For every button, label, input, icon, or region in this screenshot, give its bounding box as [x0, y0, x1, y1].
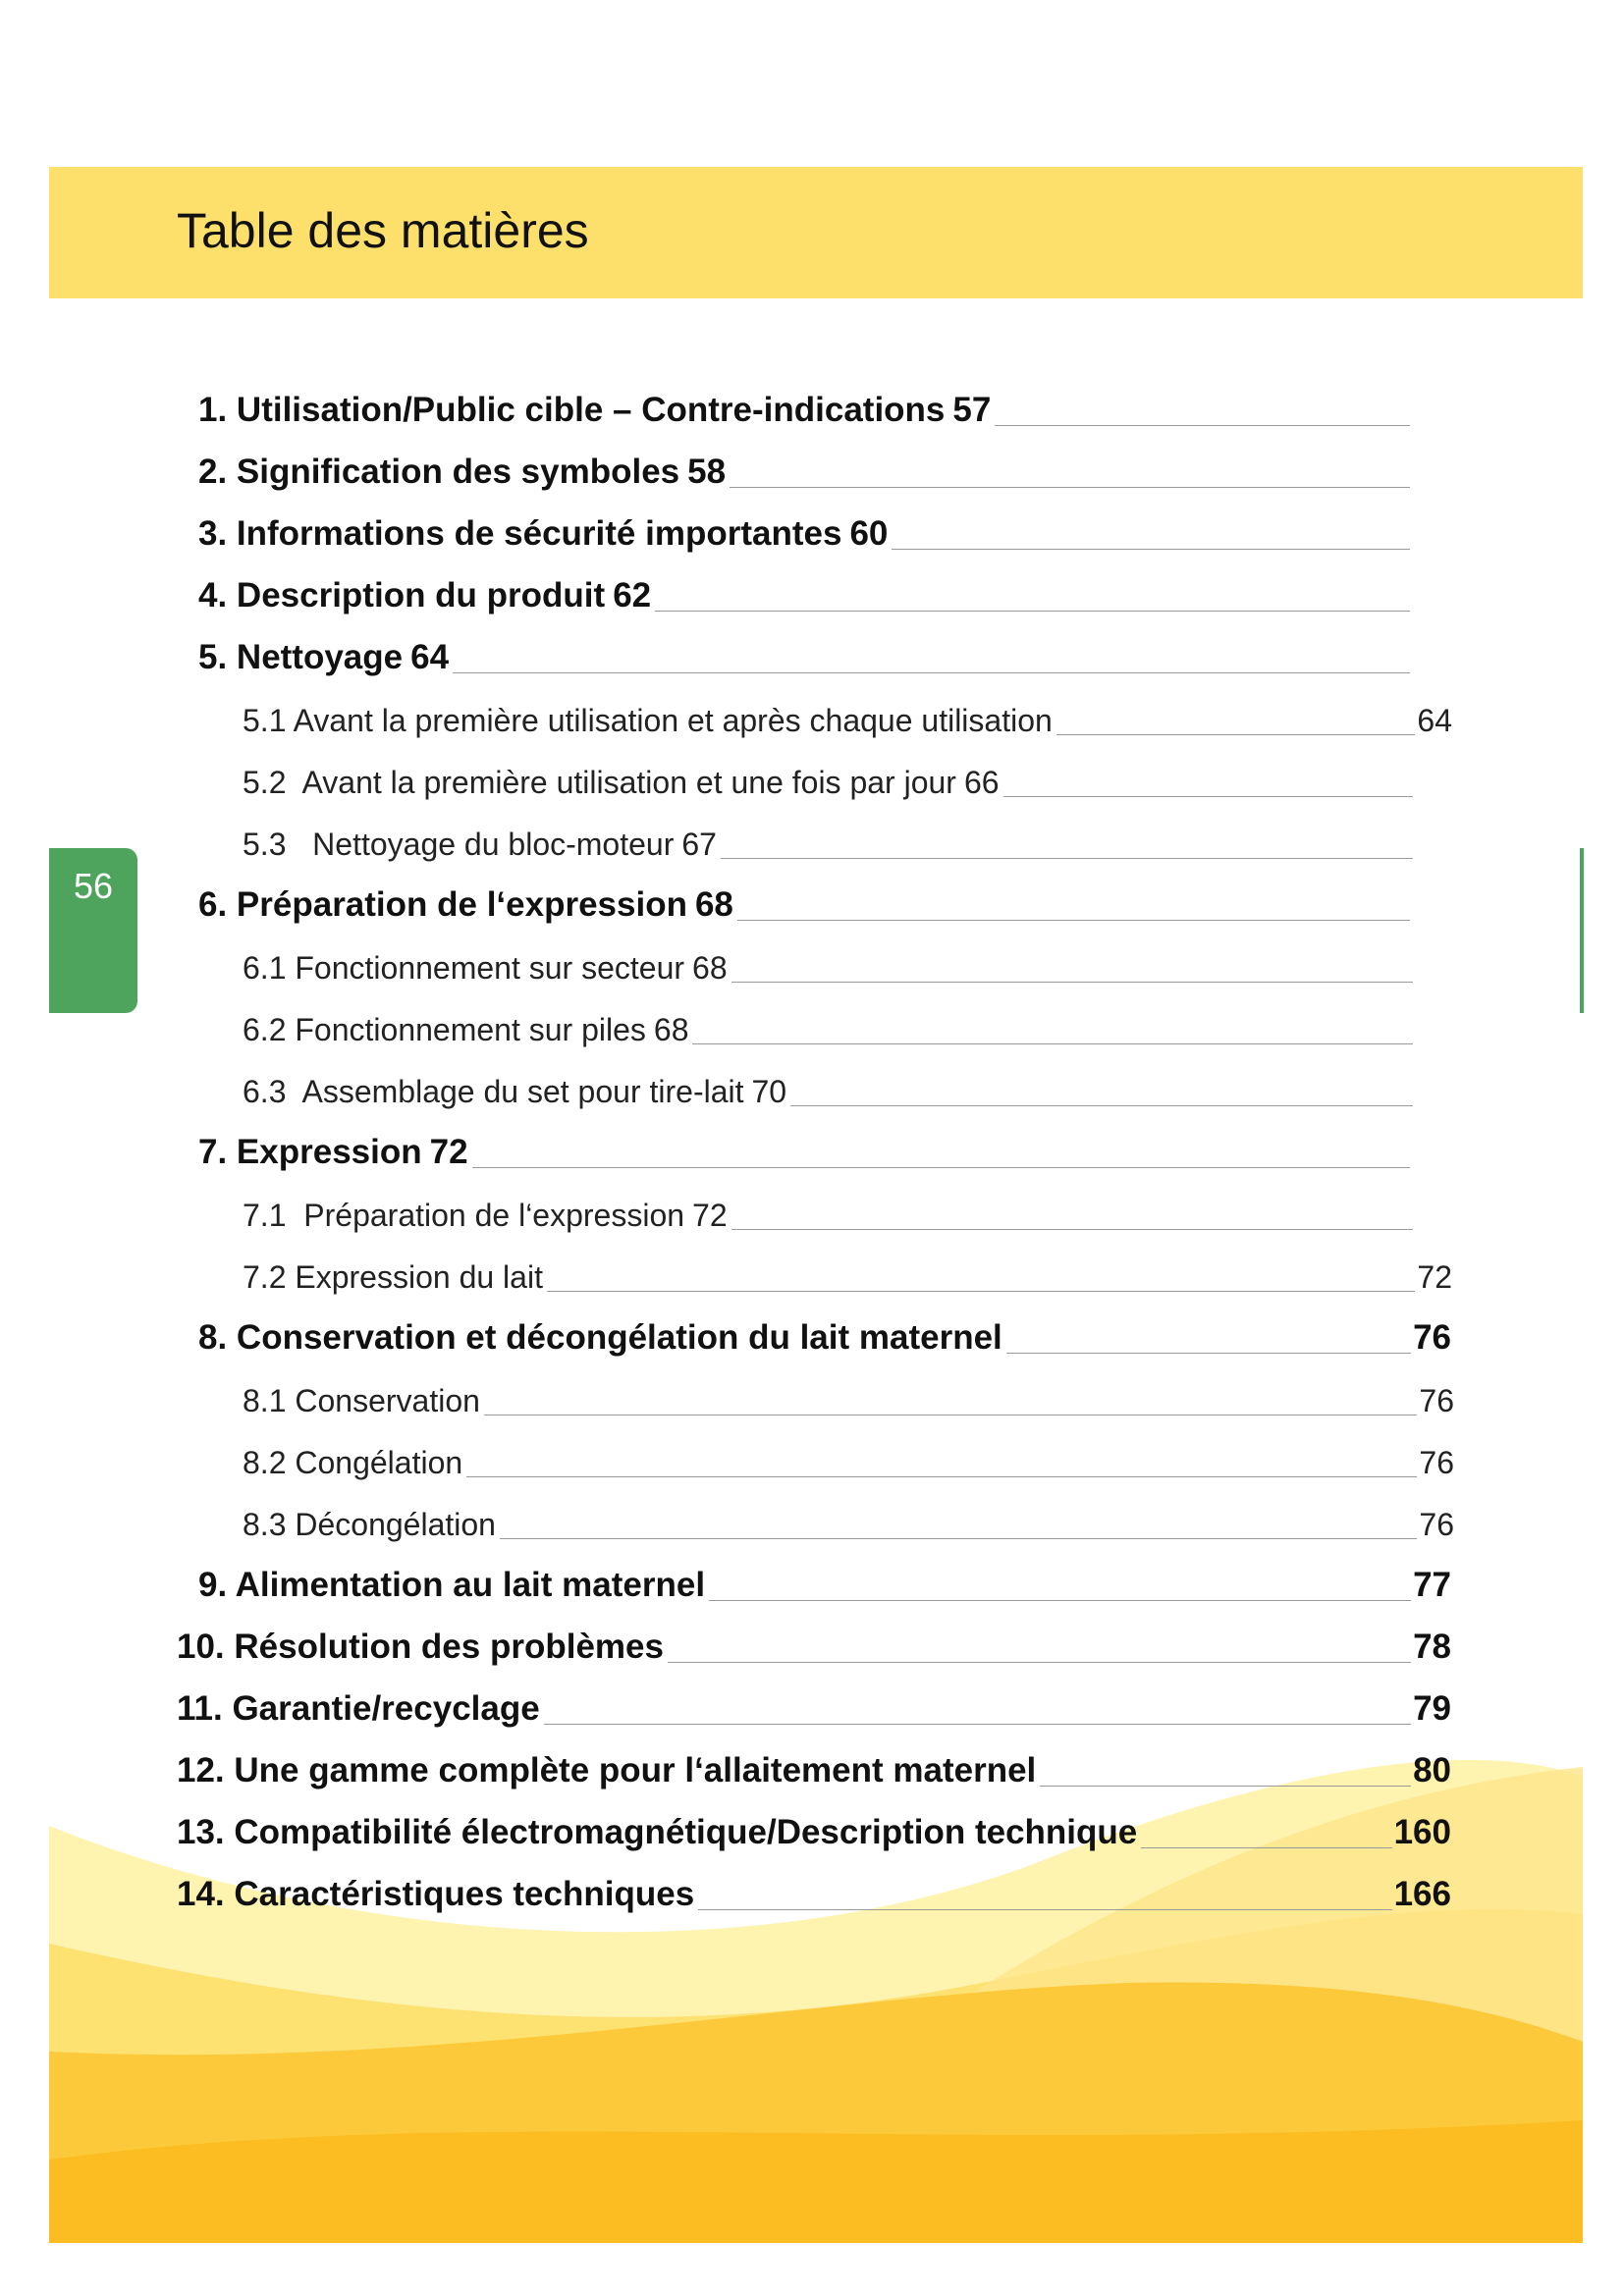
dot-leader: [655, 611, 1410, 612]
toc-entry[interactable]: 6.2 Fonctionnement sur piles 68: [243, 1003, 1413, 1048]
toc-entry[interactable]: 5.1 Avant la première utilisation et après chaque utilisation 64: [243, 703, 1452, 738]
dot-leader: [698, 1909, 1391, 1910]
dot-leader: [731, 982, 1413, 983]
toc-entry[interactable]: 6. Préparation de l‘expression 68: [198, 880, 1410, 925]
toc-entry[interactable]: 8.2 Congélation 76: [243, 1445, 1454, 1480]
dot-leader: [1003, 796, 1413, 797]
toc-entry[interactable]: 5.3 Nettoyage du bloc-moteur 67: [243, 818, 1413, 863]
dot-leader: [892, 549, 1410, 550]
toc-entry[interactable]: 7.1 Préparation de l‘expression 72: [243, 1189, 1413, 1234]
toc-entry[interactable]: 11. Garantie/recyclage 79: [177, 1689, 1451, 1728]
dot-leader: [737, 920, 1410, 921]
toc-entry[interactable]: 2. Signification des symboles 58: [198, 447, 1410, 492]
dot-leader: [709, 1600, 1411, 1601]
toc-entry[interactable]: 10. Résolution des problèmes 78: [177, 1628, 1451, 1666]
dot-leader: [1040, 1786, 1411, 1787]
page-title: Table des matières: [177, 203, 589, 258]
toc-entry[interactable]: 8.1 Conservation 76: [243, 1383, 1454, 1418]
toc-entry[interactable]: 14. Caractéristiques techniques 166: [177, 1875, 1451, 1913]
toc-entry[interactable]: 6.1 Fonctionnement sur secteur 68: [243, 941, 1413, 987]
toc-entry[interactable]: 8.3 Décongélation 76: [243, 1507, 1454, 1542]
toc-entry[interactable]: 6.3 Assemblage du set pour tire-lait 70: [243, 1065, 1413, 1110]
dot-leader: [721, 858, 1413, 859]
dot-leader: [668, 1662, 1411, 1663]
dot-leader: [995, 425, 1410, 426]
toc-entry[interactable]: 1. Utilisation/Public cible – Contre-indications 57: [198, 385, 1410, 430]
dot-leader: [453, 672, 1410, 673]
page-number: 56: [73, 866, 114, 906]
toc-entry[interactable]: 12. Une gamme complète pour l‘allaitement maternel 80: [177, 1751, 1451, 1789]
dot-leader: [1056, 734, 1416, 735]
toc-entry[interactable]: 7. Expression 72: [198, 1127, 1410, 1172]
dot-leader: [790, 1105, 1413, 1106]
toc-entry[interactable]: 3. Informations de sécurité importantes 60: [198, 508, 1410, 554]
dot-leader: [731, 1229, 1413, 1230]
toc-entry[interactable]: 4. Description du produit 62: [198, 570, 1410, 615]
toc-entry[interactable]: 9. Alimentation au lait maternel 77: [198, 1566, 1451, 1604]
dot-leader: [544, 1724, 1411, 1725]
dot-leader: [692, 1043, 1413, 1044]
toc-entry[interactable]: 7.2 Expression du lait 72: [243, 1259, 1452, 1295]
dot-leader: [1006, 1353, 1411, 1354]
toc-entry[interactable]: 13. Compatibilité électromagnétique/Description technique 160: [177, 1813, 1451, 1851]
toc-entry[interactable]: 5.2 Avant la première utilisation et une fois par jour 66: [243, 756, 1413, 801]
dot-leader: [466, 1476, 1417, 1477]
dot-leader: [547, 1291, 1415, 1292]
dot-leader: [500, 1538, 1417, 1539]
toc-entry[interactable]: 8. Conservation et décongélation du lait maternel 76: [198, 1318, 1451, 1357]
dot-leader: [1141, 1847, 1391, 1848]
dot-leader: [472, 1167, 1410, 1168]
dot-leader: [730, 487, 1410, 488]
toc-entry[interactable]: 5. Nettoyage 64: [198, 632, 1410, 677]
